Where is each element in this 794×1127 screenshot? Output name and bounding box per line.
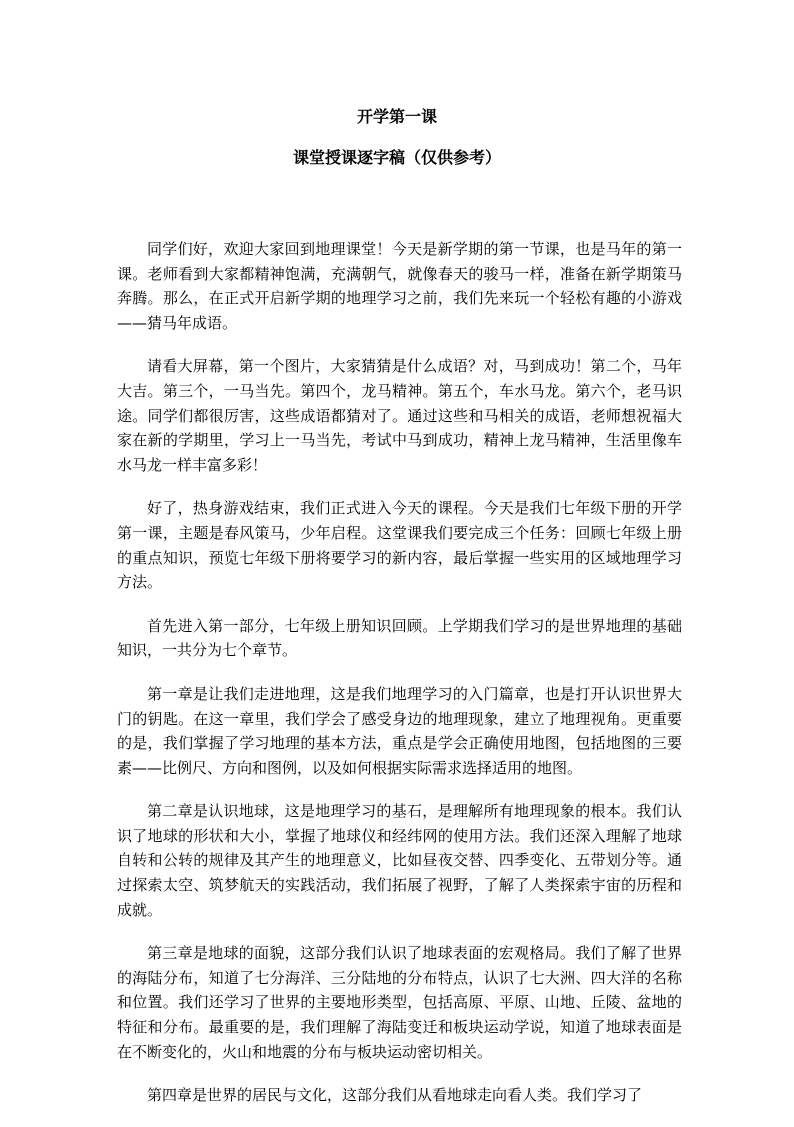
paragraph-part-one: 首先进入第一部分，七年级上册知识回顾。上学期我们学习的是世界地理的基础知识，一共分为七个章节。 — [117, 616, 682, 660]
paragraph-chapter-two: 第二章是认识地球，这是地理学习的基石，是理解所有地理现象的根本。我们认识了地球的形状和大小，掌握了地球仪和经纬网的使用方法。我们还深入理解了地球自转和公转的规律及其产生的地理意义，比如昼夜交替、四季变化、五带划分等。通过探索太空、筑梦航天的实践活动，我们拓展了视野，了解了人类探索宇宙的历程和成就。 — [117, 802, 682, 919]
paragraph-chapter-three: 第三章是地球的面貌，这部分我们认识了地球表面的宏观格局。我们了解了世界的海陆分布，知道了七分海洋、三分陆地的分布特点，认识了七大洲、四大洋的名称和位置。我们还学习了世界的主要地形类型，包括高原、平原、山地、丘陵、盆地的特征和分布。最重要的是，我们理解了海陆变迁和板块运动学说，知道了地球表面是在不断变化的，火山和地震的分布与板块运动密切相关。 — [117, 944, 682, 1061]
paragraph-greeting: 同学们好，欢迎大家回到地理课堂！今天是新学期的第一节课，也是马年的第一课。老师看到大家都精神饱满，充满朝气，就像春天的骏马一样，准备在新学期策马奔腾。那么，在正式开启新学期的地理学习之前，我们先来玩一个轻松有趣的小游戏——猜马年成语。 — [117, 240, 682, 332]
document-subtitle: 课堂授课逐字稿（仅供参考） — [292, 148, 501, 167]
paragraph-course-intro: 好了，热身游戏结束，我们正式进入今天的课程。今天是我们七年级下册的开学第一课，主题是春风策马，少年启程。这堂课我们要完成三个任务：回顾七年级上册的重点知识，预览七年级下册将要学习的新内容，最后掌握一些实用的区域地理学习方法。 — [117, 499, 682, 592]
document-body — [117, 237, 682, 1127]
paragraph-idiom-game: 请看大屏幕，第一个图片，大家猜猜是什么成语？对，马到成功！第二个，马年大吉。第三个，一马当先。第四个，龙马精神。第五个，车水马龙。第六个，老马识途。同学们都很厉害，这些成语都猜对了。通过这些和马相关的成语，老师想祝福大家在新的学期里，学习上一马当先，考试中马到成功，精神上龙马精神，生活里像车水马龙一样丰富多彩！ — [117, 357, 682, 474]
document-title: 开学第一课 — [356, 107, 437, 126]
paragraph-chapter-one: 第一章是让我们走进地理，这是我们地理学习的入门篇章，也是打开认识世界大门的钥匙。在这一章里，我们学会了感受身边的地理现象，建立了地理视角。更重要的是，我们掌握了学习地理的基本方法，重点是学会正确使用地图，包括地图的三要素——比例尺、方向和图例，以及如何根据实际需求选择适用的地图。 — [117, 684, 682, 777]
paragraph-chapter-four: 第四章是世界的居民与文化，这部分我们从看地球走向看人类。我们学习了 — [147, 1086, 643, 1105]
